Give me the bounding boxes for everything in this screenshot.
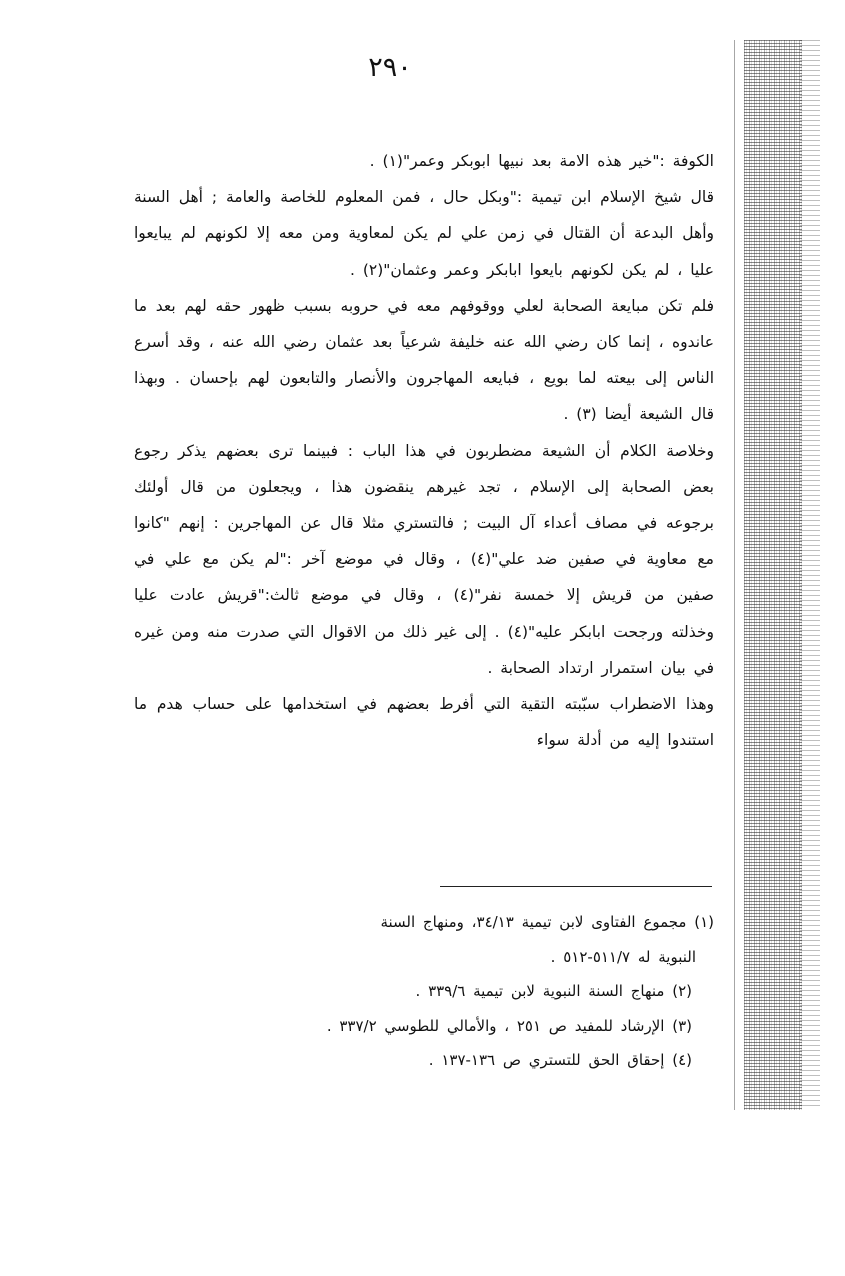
footnote-2: (٢) منهاج السنة النبوية لابن تيمية ٣٣٩/٦ .	[415, 982, 692, 1000]
footnote-4: (٤) إحقاق الحق للتستري ص ١٣٦-١٣٧ .	[428, 1051, 692, 1069]
footnotes	[134, 905, 714, 1078]
paragraph: فلم تكن مبايعة الصحابة لعلي ووقوفهم معه في حروبه بسبب ظهور حقه لهم بعد ما عاندوه ، إنما كان رضي الله عنه خليفة شرعياً بعد عثمان رضي الله عنه ، وقد أسرع الناس إلى بيعته لما بويع ، فبايعه المهاجرون والأنصار والتابعون لهم بإحسان . وبهذا قال الشيعة أيضا (٣) .	[134, 296, 714, 424]
footnote-1-continued: النبوية له ٥١١/٧-٥١٢ .	[550, 947, 696, 966]
main-text	[134, 143, 714, 758]
scanner-edge-fade	[800, 40, 820, 1110]
scan-border-line	[734, 40, 735, 1110]
paragraph: الكوفة :"خير هذه الامة بعد نبيها ابوبكر وعمر"(١) .	[369, 152, 714, 170]
paragraph: وهذا الاضطراب سبّبته التقية التي أفرط بعضهم في استخدامها على حساب هدم ما استندوا إليه من أدلة سواء	[134, 695, 714, 750]
scanner-edge-noise	[744, 40, 802, 1110]
paragraph: قال شيخ الإسلام ابن تيمية :"وبكل حال ، فمن المعلوم للخاصة والعامة ; أهل السنة وأهل البدعة أن القتال في زمن علي لم يكن لمعاوية ومن معه إلا لكونهم لم يبايعوا عليا ، لم يكن لكونهم بايعوا ابابكر وعمر وعثمان"(٢) .	[134, 188, 714, 279]
footnote-1: (١) مجموع الفتاوى لابن تيمية ٣٤/١٣، ومنهاج السنة	[380, 913, 714, 931]
footnote-3: (٣) الإرشاد للمفيد ص ٢٥١ ، والأمالي للطوسي ٣٣٧/٢ .	[326, 1016, 692, 1035]
page-number: ٢٩٠	[368, 52, 412, 83]
footnote-separator	[440, 886, 712, 887]
paragraph: وخلاصة الكلام أن الشيعة مضطربون في هذا الباب : فبينما ترى بعضهم يذكر رجوع بعض الصحابة إلى الإسلام ، تجد غيرهم ينقضون هذا ، ويجعلون من قال أولئك برجوعه في مصاف أعداء آل البيت ; فالتستري مثلا قال عن المهاجرين : إنهم "كانوا مع معاوية في صفين ضد علي"(٤) ، وقال في موضع آخر :"لم يكن مع علي في صفين من قريش إلا خمسة نفر"(٤) ، وقال في موضع ثالث:"قريش عادت عليا وخذلته ورجحت ابابكر عليه"(٤) . إلى غير ذلك من الاقوال التي صدرت منه ومن غيره في بيان استمرار ارتداد الصحابة .	[134, 441, 714, 677]
